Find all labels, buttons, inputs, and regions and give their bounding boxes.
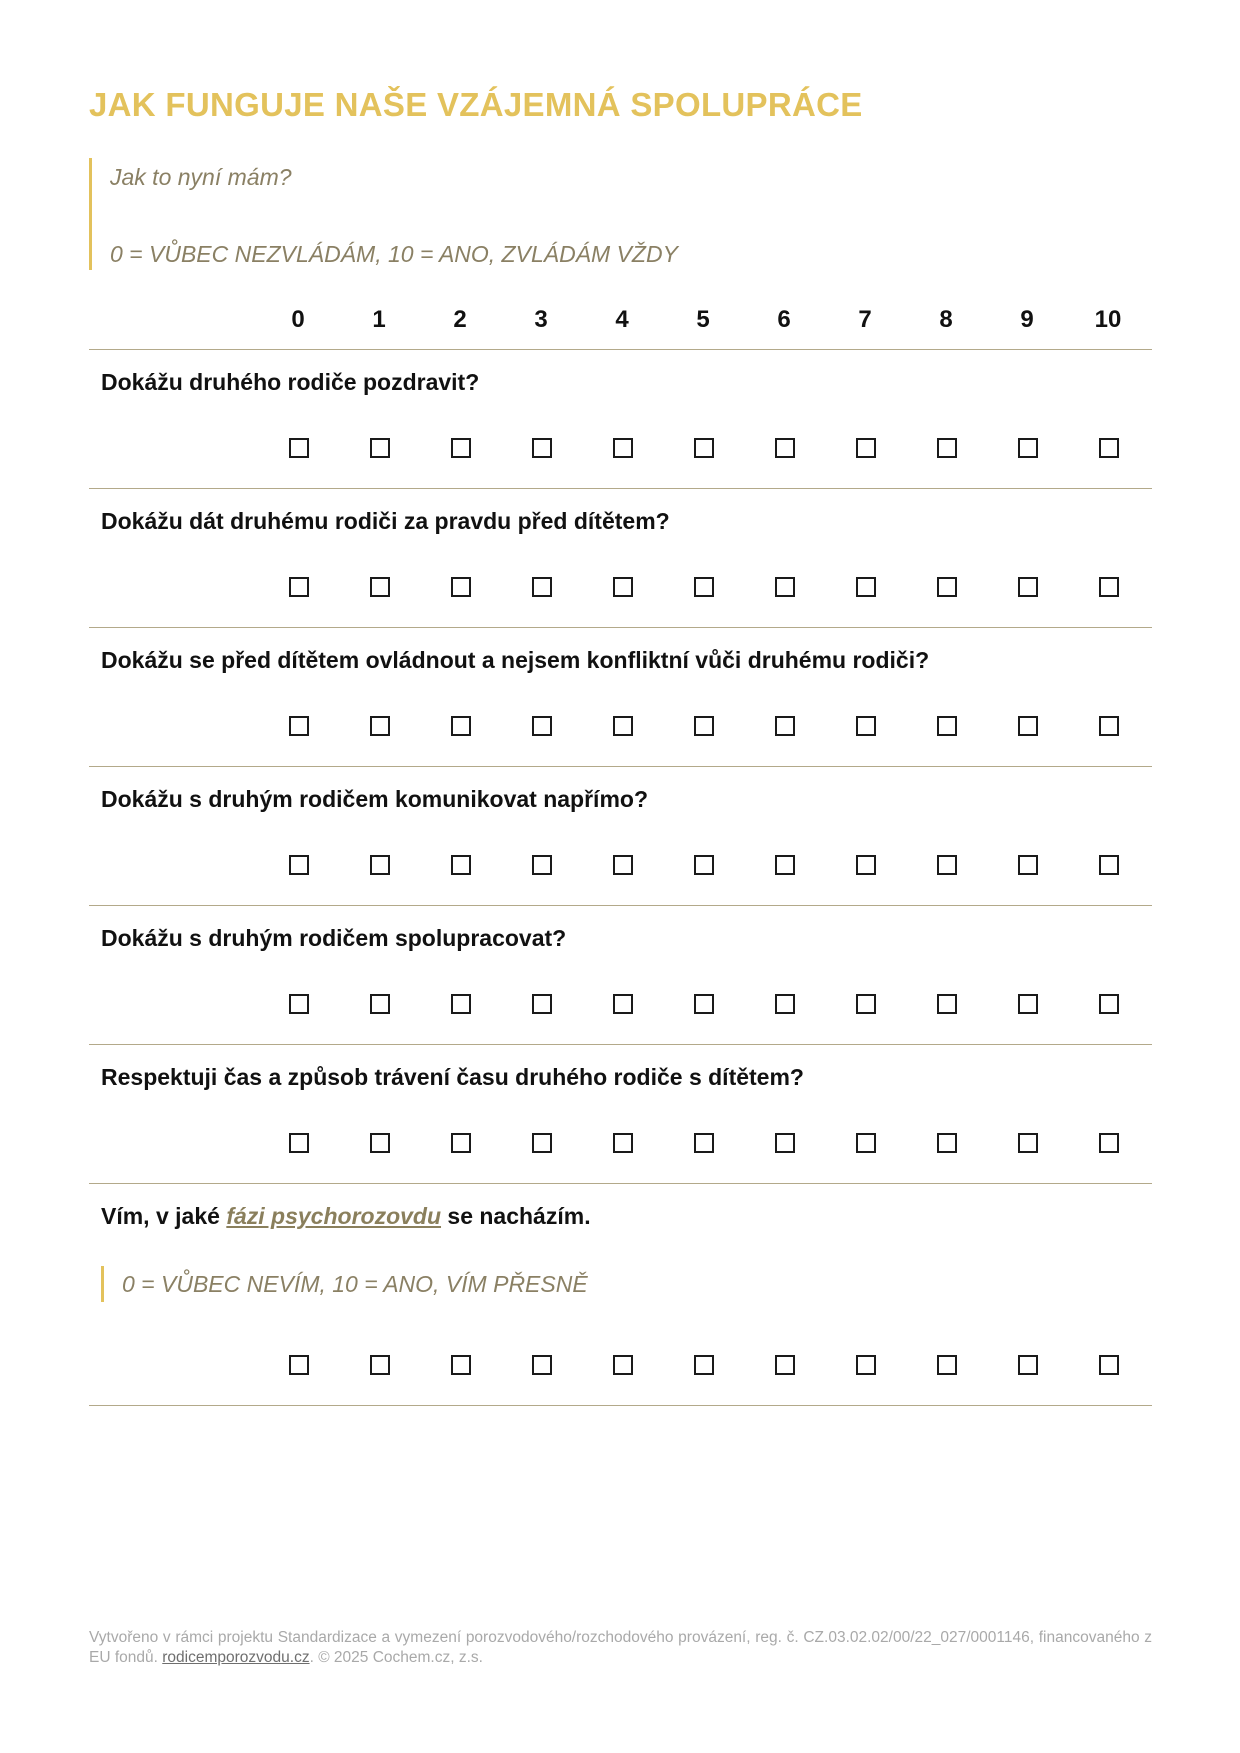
- question-text: Respektuji čas a způsob trávení času druhého rodiče s dítětem?: [101, 1064, 804, 1090]
- rating-checkbox-3[interactable]: [532, 1355, 552, 1375]
- checkbox-row: [0, 855, 1240, 875]
- rating-checkbox-0[interactable]: [289, 994, 309, 1014]
- rating-checkbox-6[interactable]: [775, 438, 795, 458]
- scale-label-7: 7: [858, 306, 872, 333]
- checkbox-row: [0, 577, 1240, 597]
- rating-checkbox-9[interactable]: [1018, 438, 1038, 458]
- scale-label-10: 10: [1094, 306, 1122, 333]
- question-text-after: se nacházím.: [441, 1203, 591, 1229]
- intro-question: Jak to nyní mám?: [110, 164, 292, 190]
- rating-checkbox-4[interactable]: [613, 1133, 633, 1153]
- rating-checkbox-10[interactable]: [1099, 716, 1119, 736]
- rating-checkbox-4[interactable]: [613, 855, 633, 875]
- row-divider: [89, 1044, 1152, 1045]
- rating-checkbox-5[interactable]: [694, 855, 714, 875]
- rating-checkbox-5[interactable]: [694, 1133, 714, 1153]
- rating-checkbox-7[interactable]: [856, 438, 876, 458]
- rating-checkbox-2[interactable]: [451, 994, 471, 1014]
- rating-checkbox-4[interactable]: [613, 716, 633, 736]
- rating-checkbox-0[interactable]: [289, 1355, 309, 1375]
- rating-checkbox-3[interactable]: [532, 1133, 552, 1153]
- rating-checkbox-7[interactable]: [856, 855, 876, 875]
- scale-label-8: 8: [939, 306, 953, 333]
- rating-checkbox-3[interactable]: [532, 438, 552, 458]
- checkbox-row: [0, 1133, 1240, 1153]
- scale-label-1: 1: [372, 306, 386, 333]
- question-link[interactable]: fázi psychorozovdu: [226, 1203, 442, 1229]
- question-text: Dokážu druhého rodiče pozdravit?: [101, 369, 480, 395]
- rating-checkbox-7[interactable]: [856, 1133, 876, 1153]
- rating-checkbox-8[interactable]: [937, 577, 957, 597]
- rating-checkbox-5[interactable]: [694, 716, 714, 736]
- intro-quote: [89, 158, 678, 270]
- rating-checkbox-2[interactable]: [451, 577, 471, 597]
- rating-checkbox-2[interactable]: [451, 1133, 471, 1153]
- rating-checkbox-8[interactable]: [937, 994, 957, 1014]
- rating-checkbox-2[interactable]: [451, 716, 471, 736]
- scale-label-5: 5: [696, 306, 710, 333]
- rating-checkbox-5[interactable]: [694, 1355, 714, 1375]
- rating-checkbox-10[interactable]: [1099, 855, 1119, 875]
- question-text: Dokážu dát druhému rodiči za pravdu před dítětem?: [101, 508, 670, 534]
- rating-checkbox-1[interactable]: [370, 1133, 390, 1153]
- checkbox-row: [0, 1355, 1240, 1375]
- scale-label-2: 2: [453, 306, 467, 333]
- checkbox-row: [0, 716, 1240, 736]
- rating-checkbox-2[interactable]: [451, 438, 471, 458]
- row-divider: [89, 1183, 1152, 1184]
- rating-checkbox-1[interactable]: [370, 1355, 390, 1375]
- page-title: JAK FUNGUJE NAŠE VZÁJEMNÁ SPOLUPRÁCE: [89, 86, 863, 123]
- scale-header: [0, 306, 1240, 340]
- question-text-before: Vím, v jaké: [101, 1203, 227, 1229]
- rating-checkbox-9[interactable]: [1018, 577, 1038, 597]
- rating-checkbox-7[interactable]: [856, 716, 876, 736]
- rating-checkbox-7[interactable]: [856, 1355, 876, 1375]
- rating-checkbox-5[interactable]: [694, 438, 714, 458]
- rating-checkbox-2[interactable]: [451, 855, 471, 875]
- row-divider: [89, 1405, 1152, 1406]
- footer-text-after: . © 2025 Cochem.cz, z.s.: [309, 1649, 483, 1666]
- rating-checkbox-9[interactable]: [1018, 855, 1038, 875]
- question-text: Dokážu s druhým rodičem spolupracovat?: [101, 925, 567, 951]
- rating-checkbox-10[interactable]: [1099, 577, 1119, 597]
- footer-link[interactable]: rodicemporozvodu.cz: [162, 1649, 310, 1666]
- rating-checkbox-8[interactable]: [937, 855, 957, 875]
- rating-checkbox-9[interactable]: [1018, 1133, 1038, 1153]
- question-text: [101, 1203, 591, 1230]
- row-divider: [89, 905, 1152, 906]
- rating-checkbox-6[interactable]: [775, 1133, 795, 1153]
- rating-checkbox-4[interactable]: [613, 577, 633, 597]
- rating-checkbox-8[interactable]: [937, 716, 957, 736]
- rating-checkbox-6[interactable]: [775, 577, 795, 597]
- scale-label-0: 0: [291, 306, 305, 333]
- rating-checkbox-6[interactable]: [775, 716, 795, 736]
- rating-checkbox-3[interactable]: [532, 716, 552, 736]
- rating-checkbox-8[interactable]: [937, 438, 957, 458]
- row-divider: [89, 766, 1152, 767]
- rating-checkbox-10[interactable]: [1099, 1133, 1119, 1153]
- row-divider: [89, 627, 1152, 628]
- rating-checkbox-6[interactable]: [775, 1355, 795, 1375]
- rating-checkbox-8[interactable]: [937, 1133, 957, 1153]
- footer-text: Vytvořeno v rámci projektu Standardizace a vymezení porozvodového/rozchodového provázení, reg. č. CZ.03.02.02/00/22_027/0001146, financovaného z EU fondů.: [89, 1629, 1152, 1666]
- rating-checkbox-3[interactable]: [532, 994, 552, 1014]
- rating-checkbox-0[interactable]: [289, 438, 309, 458]
- rating-checkbox-0[interactable]: [289, 1133, 309, 1153]
- rating-checkbox-7[interactable]: [856, 577, 876, 597]
- rating-checkbox-4[interactable]: [613, 438, 633, 458]
- rating-checkbox-5[interactable]: [694, 994, 714, 1014]
- rating-checkbox-2[interactable]: [451, 1355, 471, 1375]
- rating-checkbox-6[interactable]: [775, 994, 795, 1014]
- rating-checkbox-1[interactable]: [370, 994, 390, 1014]
- intro-scale-legend: 0 = VŮBEC NEZVLÁDÁM, 10 = ANO, ZVLÁDÁM VŽDY: [110, 241, 678, 267]
- rating-checkbox-1[interactable]: [370, 438, 390, 458]
- scale-label-6: 6: [777, 306, 791, 333]
- rating-checkbox-10[interactable]: [1099, 994, 1119, 1014]
- rating-checkbox-4[interactable]: [613, 1355, 633, 1375]
- rating-checkbox-9[interactable]: [1018, 994, 1038, 1014]
- row-divider: [89, 488, 1152, 489]
- footer: [89, 1628, 1152, 1668]
- rating-checkbox-9[interactable]: [1018, 716, 1038, 736]
- rating-checkbox-3[interactable]: [532, 855, 552, 875]
- rating-checkbox-5[interactable]: [694, 577, 714, 597]
- rating-checkbox-0[interactable]: [289, 577, 309, 597]
- scale-label-9: 9: [1020, 306, 1034, 333]
- rating-checkbox-9[interactable]: [1018, 1355, 1038, 1375]
- rating-checkbox-1[interactable]: [370, 855, 390, 875]
- question-text: Dokážu s druhým rodičem komunikovat napřímo?: [101, 786, 648, 812]
- rating-checkbox-0[interactable]: [289, 716, 309, 736]
- scale-label-3: 3: [534, 306, 548, 333]
- rating-checkbox-10[interactable]: [1099, 1355, 1119, 1375]
- rating-checkbox-6[interactable]: [775, 855, 795, 875]
- rating-checkbox-7[interactable]: [856, 994, 876, 1014]
- rating-checkbox-3[interactable]: [532, 577, 552, 597]
- rating-checkbox-1[interactable]: [370, 716, 390, 736]
- rating-checkbox-8[interactable]: [937, 1355, 957, 1375]
- rating-checkbox-1[interactable]: [370, 577, 390, 597]
- rating-checkbox-0[interactable]: [289, 855, 309, 875]
- rating-checkbox-4[interactable]: [613, 994, 633, 1014]
- scale-label-4: 4: [615, 306, 629, 333]
- question-scale-legend: 0 = VŮBEC NEVÍM, 10 = ANO, VÍM PŘESNĚ: [101, 1266, 588, 1302]
- rating-checkbox-10[interactable]: [1099, 438, 1119, 458]
- checkbox-row: [0, 438, 1240, 458]
- checkbox-row: [0, 994, 1240, 1014]
- row-divider: [89, 349, 1152, 350]
- question-text: Dokážu se před dítětem ovládnout a nejsem konfliktní vůči druhému rodiči?: [101, 647, 930, 673]
